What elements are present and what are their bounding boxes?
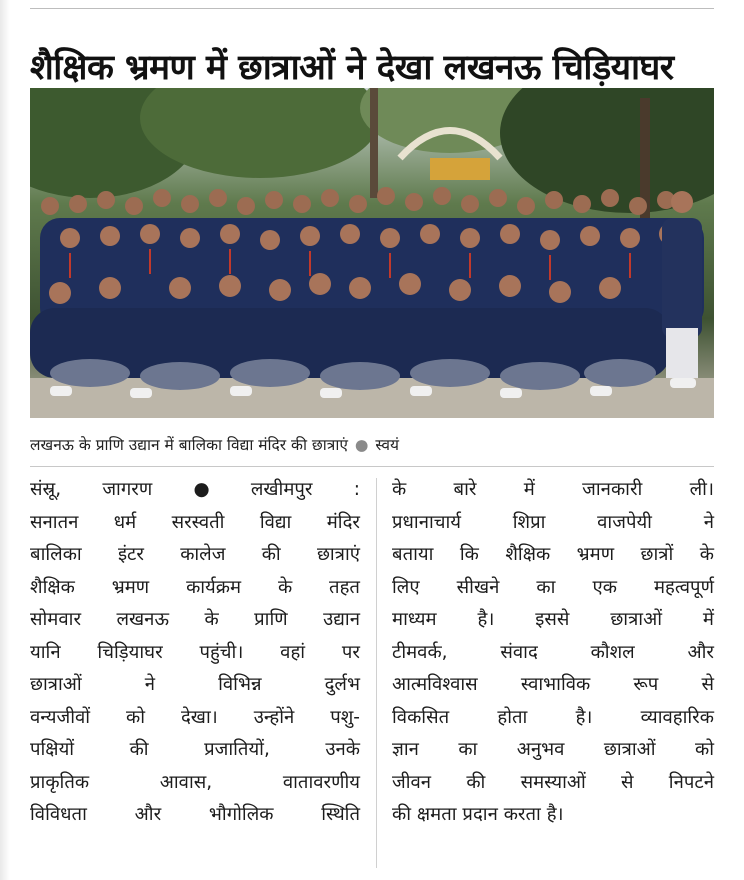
article-word: कौशल [590, 641, 635, 663]
photo-caption [30, 434, 714, 456]
article-word: को [694, 739, 714, 760]
article-word: इससे [535, 609, 570, 630]
article-line [30, 702, 360, 735]
article-word: उनके [325, 739, 360, 760]
article-word: समस्याओं [520, 771, 586, 793]
article-word: जागरण [102, 479, 153, 500]
article-line [392, 669, 714, 702]
article-line [30, 669, 360, 702]
article-word: इंटर [117, 544, 144, 565]
article-word: धर्म [113, 511, 137, 533]
article-word: ज्ञान [392, 739, 419, 760]
article-word: वातावरणीय [282, 771, 360, 793]
article-word: महत्वपूर्ण [653, 576, 714, 598]
article-word: की [466, 771, 486, 793]
article-word: है। [575, 706, 593, 728]
group-photo-icon [30, 88, 714, 418]
article-word: में [702, 609, 714, 630]
article-word: सीखने [456, 576, 500, 598]
top-rule [30, 8, 714, 9]
article-word: एक [592, 576, 617, 598]
article-word: प्रजातियों, [204, 739, 270, 760]
article-word: की [129, 739, 149, 760]
article-line [30, 637, 360, 670]
article-word: छात्राएं [316, 544, 360, 565]
article-word: छात्राओं [610, 609, 662, 630]
article-word: निपटने [668, 771, 714, 793]
article-word: और [134, 804, 162, 825]
article-word: तहत [329, 576, 360, 598]
article-word: प्राकृतिक [30, 771, 90, 793]
article-word: का [536, 576, 556, 598]
article-line [30, 767, 360, 800]
article-word: भ्रमण [111, 576, 150, 598]
article-word: भौगोलिक [208, 804, 274, 825]
article-word: अनुभव [516, 739, 565, 760]
article-word: उन्होंने [253, 706, 295, 728]
article-word: सोमवार [30, 609, 82, 630]
article-word: की क्षमता प्रदान करता है। [392, 804, 564, 825]
article-line [30, 474, 360, 507]
article-word: विकसित [392, 706, 450, 728]
article-word: वाजपेयी [597, 511, 652, 533]
article-word: संस्रू, [30, 479, 62, 500]
article-line [30, 539, 360, 572]
article-line [392, 507, 714, 540]
article-word: शैक्षिक [30, 576, 75, 598]
article-word: का [458, 739, 478, 760]
article-word: और [687, 641, 714, 663]
article-word: लिए [392, 576, 420, 598]
article-word: छात्राओं [30, 674, 82, 695]
article-word: पक्षियों [30, 739, 75, 760]
article-word: स्वाभाविक [520, 674, 591, 695]
article-line [392, 734, 714, 767]
article-word: विभिन्न [218, 674, 262, 695]
article-word: ने [144, 674, 156, 695]
article-word: पहुंची। [199, 641, 244, 663]
article-word: जानकारी [582, 479, 643, 500]
article-line [392, 572, 714, 605]
headline: शैक्षिक भ्रमण में छात्राओं ने देखा लखनऊ चिड़ियाघर [30, 48, 674, 89]
article-column-left [30, 474, 360, 832]
article-word: होता [497, 706, 528, 728]
article-word: भ्रमण [576, 544, 615, 565]
article-word: विद्या [259, 511, 292, 533]
article-word: बारे [453, 479, 477, 500]
article-word: : [353, 479, 360, 500]
article-line [392, 637, 714, 670]
page-edge-shadow [0, 0, 10, 880]
article-line [392, 604, 714, 637]
article-word: रूप [633, 674, 659, 695]
article-word: संवाद [500, 641, 538, 663]
article-line [392, 474, 714, 507]
article-line [30, 572, 360, 605]
article-word: मंदिर [326, 511, 360, 533]
article-column-right [392, 474, 714, 832]
news-photo [30, 88, 714, 418]
article-word: पर [341, 641, 360, 663]
article-word: को [126, 706, 146, 728]
article-word: देखा। [180, 706, 218, 728]
article-word: लखनऊ [116, 609, 169, 630]
article-word: छात्रों [640, 544, 674, 565]
article-word: छात्राओं [603, 739, 656, 760]
caption-separator: ● [354, 436, 369, 454]
article-word: आत्मविश्वास [392, 674, 478, 695]
article-word: है। [477, 609, 495, 630]
article-word: की [261, 544, 281, 565]
article-line [392, 767, 714, 800]
article-word: शैक्षिक [505, 544, 551, 565]
article-line [30, 604, 360, 637]
article-word: कालेज [180, 544, 226, 565]
article-word: स्थिति [321, 804, 360, 825]
article-word: प्रधानाचार्य [392, 511, 462, 533]
article-word: माध्यम [392, 609, 437, 630]
article-word: से [621, 771, 634, 793]
caption-rule [30, 466, 714, 467]
article-word: व्यावहारिक [640, 706, 714, 728]
article-word: प्राणि [254, 609, 288, 630]
article-word: विविधता [30, 804, 87, 825]
article-word: सनातन [30, 511, 79, 533]
article-word: यानि [30, 641, 61, 663]
article-line [392, 702, 714, 735]
article-word: के [277, 576, 293, 598]
article-word: वन्यजीवों [30, 706, 91, 728]
article-word: ने [703, 511, 714, 533]
article-word: वहां [280, 641, 306, 663]
column-divider [376, 478, 377, 868]
article-line [392, 539, 714, 572]
article-word: जीवन [392, 771, 432, 793]
article-word: बालिका [30, 544, 82, 565]
article-word: चिड़ियाघर [97, 641, 163, 663]
article-line [30, 734, 360, 767]
article-word: उद्यान [323, 609, 360, 630]
article-word: बताया [392, 544, 434, 565]
article-line [30, 507, 360, 540]
article-word: के [204, 609, 219, 630]
article-word: लखीमपुर [250, 479, 313, 500]
caption-credit: स्वयं [375, 436, 399, 454]
article-word: आवास, [159, 771, 213, 793]
article-word: के [392, 479, 407, 500]
article-word: के [699, 544, 714, 565]
article-word: ● [193, 479, 210, 500]
article-word: कार्यक्रम [186, 576, 242, 598]
article-line [392, 799, 714, 832]
caption-text: लखनऊ के प्राणि उद्यान में बालिका विद्या मंदिर की छात्राएं [30, 436, 348, 454]
article-word: से [701, 674, 714, 695]
article-line [30, 799, 360, 832]
article-word: पशु- [330, 706, 360, 728]
article-word: ली। [689, 479, 714, 500]
article-word: में [523, 479, 535, 500]
article-word: दुर्लभ [324, 674, 360, 695]
article-word: सरस्वती [171, 511, 225, 533]
article-word: टीमवर्क, [392, 641, 448, 663]
article-word: कि [459, 544, 479, 565]
article-word: शिप्रा [512, 511, 546, 533]
